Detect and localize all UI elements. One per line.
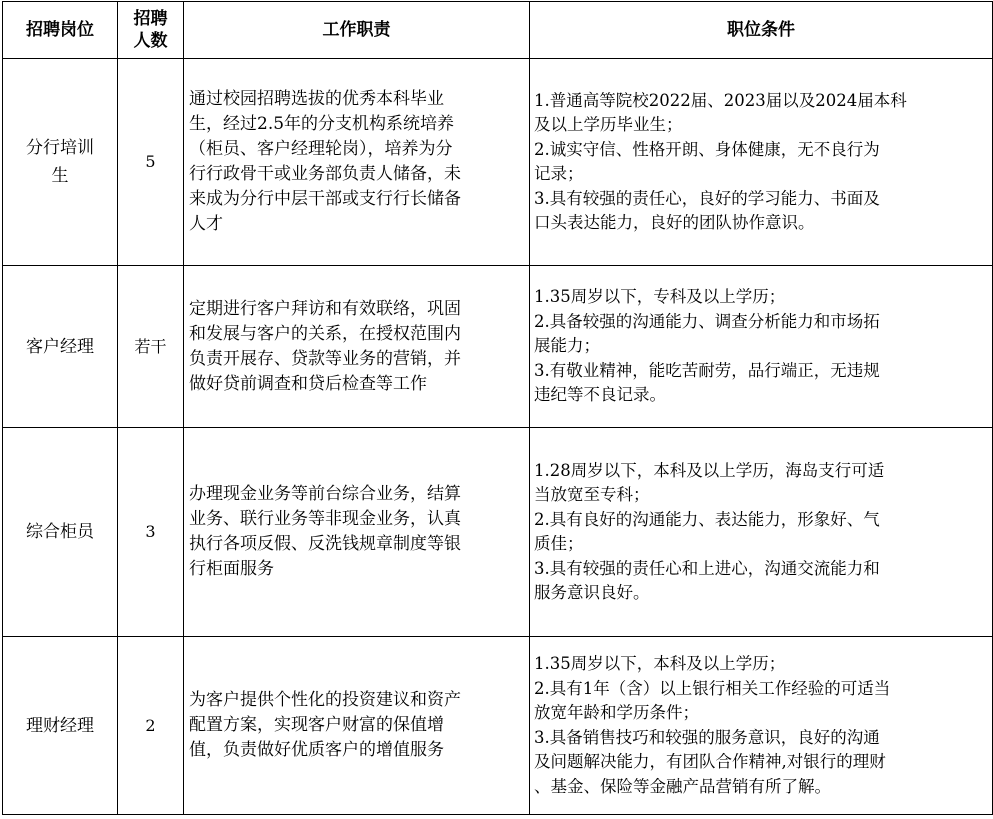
duty-cell (184, 428, 530, 637)
requirement-line: 服务意识良好。 (534, 583, 650, 602)
requirement-line: 口头表达能力，良好的团队协作意识。 (534, 213, 815, 232)
duty-line: 负责开展存、贷款等业务的营销，并 (189, 348, 461, 369)
post-line: 分行培训 (26, 138, 94, 158)
requirement-line: 3.有敬业精神，能吃苦耐劳，品行端正，无违规 (534, 360, 880, 380)
requirement-line: 2.具有1年（含）以上银行相关工作经验的可适当 (534, 678, 891, 698)
count-cell: 3 (118, 428, 184, 637)
requirement-line: 3.具有较强的责任心，良好的学习能力、书面及 (534, 188, 880, 208)
header-duty: 工作职责 (184, 2, 530, 59)
duty-cell (184, 637, 530, 815)
header-post: 招聘岗位 (3, 2, 118, 59)
duty-line: 和发展与客户的关系，在授权范围内 (189, 323, 461, 344)
duty-line: 为客户提供个性化的投资建议和资产 (189, 690, 461, 710)
requirement-line: 3.具有较强的责任心和上进心，沟通交流能力和 (534, 558, 880, 578)
header-count-line2: 人数 (133, 31, 168, 51)
requirement-line: 及以上学历毕业生； (534, 115, 683, 134)
post-line: 客户经理 (26, 336, 94, 357)
duty-cell (184, 59, 530, 266)
post-cell (3, 59, 118, 266)
requirement-line: 质佳； (534, 534, 584, 553)
recruitment-table (2, 1, 993, 815)
duty-line: 行柜面服务 (189, 559, 274, 579)
requirement-line: 展能力； (534, 336, 600, 356)
post-cell (3, 637, 118, 815)
table-row (3, 266, 993, 428)
requirement-line: 3.具备销售技巧和较强的服务意识，良好的沟通 (534, 727, 880, 747)
requirement-line: 2.诚实守信、性格开朗、身体健康，无不良行为 (534, 139, 880, 159)
duty-line: 值，负责做好优质客户的增值服务 (189, 740, 444, 760)
duty-line: 来成为分行中层干部或支行行长储备 (189, 189, 461, 209)
requirement-line: 当放宽至专科； (534, 485, 650, 504)
requirements-cell (530, 428, 993, 637)
requirement-line: 1.普通高等院校2022届、2023届以及2024届本科 (534, 90, 907, 110)
count-cell: 2 (118, 637, 184, 815)
count-cell: 5 (118, 59, 184, 266)
post-cell (3, 428, 118, 637)
requirements-cell (530, 266, 993, 428)
duty-line: 人才 (189, 214, 223, 234)
duty-line: 通过校园招聘选拔的优秀本科毕业 (189, 89, 444, 109)
duty-line: 行行政骨干或业务部负责人储备，未 (189, 164, 461, 184)
table-row (3, 637, 993, 815)
requirement-line: 1.35周岁以下，本科及以上学历； (534, 654, 786, 673)
duty-line: 执行各项反假、反洗钱规章制度等银 (189, 534, 461, 554)
table-row (3, 428, 993, 637)
requirement-line: 2.具有良好的沟通能力、表达能力，形象好、气 (534, 509, 880, 529)
post-line: 综合柜员 (26, 522, 94, 542)
duty-line: 配置方案，实现客户财富的保值增 (189, 715, 444, 735)
requirements-cell (530, 637, 993, 815)
requirement-line: 记录； (534, 164, 584, 183)
duty-line: 生，经过2.5年的分支机构系统培养 (189, 114, 455, 134)
header-count-line1: 招聘 (133, 9, 168, 29)
requirement-line: 1.28周岁以下，本科及以上学历，海岛支行可适 (534, 460, 885, 480)
duty-line: 做好贷前调查和贷后检查等工作 (189, 373, 427, 394)
duty-line: 办理现金业务等前台综合业务，结算 (189, 484, 461, 504)
requirement-line: 违纪等不良记录。 (534, 385, 666, 405)
header-count (118, 2, 184, 59)
duty-line: （柜员、客户经理轮岗），培养为分 (189, 139, 453, 159)
post-cell (3, 266, 118, 428)
requirement-line: 及问题解决能力，有团队合作精神,对银行的理财 (534, 752, 886, 771)
requirement-line: 2.具备较强的沟通能力、调查分析能力和市场拓 (534, 311, 880, 331)
duty-cell (184, 266, 530, 428)
requirements-cell (530, 59, 993, 266)
post-line: 理财经理 (26, 715, 94, 736)
count-cell: 若干 (118, 266, 184, 428)
header-row (3, 2, 993, 59)
requirement-line: 放宽年龄和学历条件； (534, 703, 699, 722)
duty-line: 业务、联行业务等非现金业务，认真 (189, 509, 461, 529)
post-line: 生 (51, 166, 69, 186)
requirement-line: 1.35周岁以下，专科及以上学历； (534, 287, 786, 307)
requirement-line: 、基金、保险等金融产品营销有所了解。 (534, 776, 831, 796)
table-row (3, 59, 993, 266)
header-requirements: 职位条件 (530, 2, 993, 59)
duty-line: 定期进行客户拜访和有效联络，巩固 (189, 298, 461, 319)
